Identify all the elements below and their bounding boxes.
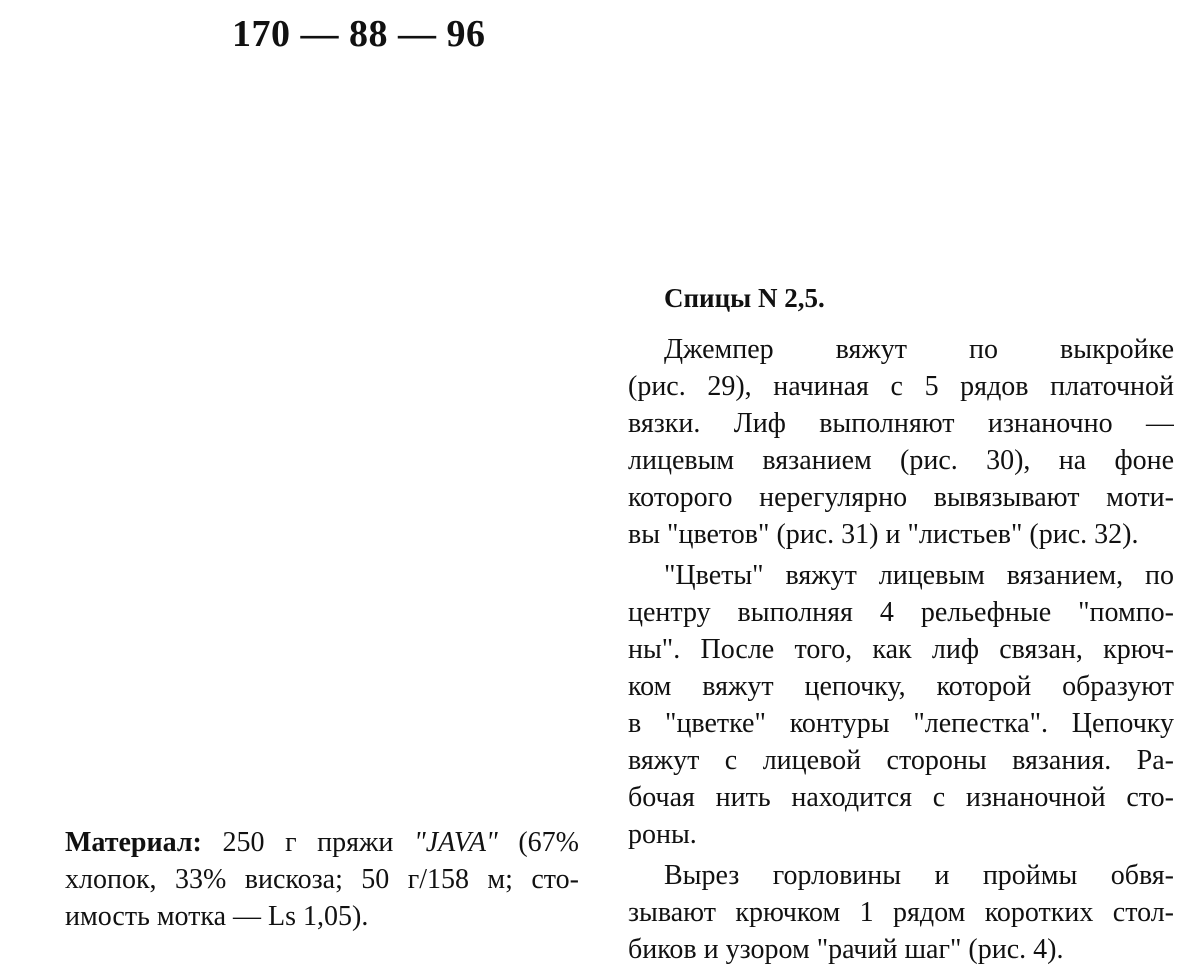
paragraph-flowers [628,557,1174,853]
text-line: которого нерегулярно вывязывают моти- [628,482,1174,513]
text-line: ны". После того, как лиф связан, крюч- [628,634,1174,665]
needles-size: Спицы N 2,5. [664,283,825,313]
text-line: бочая нить находится с изнаночной сто- [628,782,1174,813]
material-label: Материал: [65,827,202,858]
instructions-column [628,280,1174,972]
text-line: роны. [628,819,697,850]
text-line: центру выполняя 4 рельефные "помпо- [628,597,1174,628]
text-line: вы "цветов" (рис. 31) и "листьев" (рис. 32). [628,519,1139,550]
page-heading: 170 — 88 — 96 [232,13,486,55]
text-line: зывают крючком 1 рядом коротких стол- [628,897,1174,928]
material-amount: 250 г пряжи [201,827,414,858]
material-line: хлопок, 33% вискоза; 50 г/158 м; сто- [65,864,579,895]
text-line: в "цветке" контуры "лепестка". Цепочку [628,708,1174,739]
paragraph-neckline [628,857,1174,968]
yarn-name: "JAVA" [413,827,498,858]
text-line: Вырез горловины и проймы обвя- [664,860,1174,891]
text-line: Джемпер вяжут по выкройке [664,334,1174,365]
text-line: вяжут с лицевой стороны вязания. Ра- [628,745,1174,776]
material-block [65,824,579,935]
text-line: биков и узором "рачий шаг" (рис. 4). [628,934,1064,965]
text-line: лицевым вязанием (рис. 30), на фоне [628,445,1174,476]
text-line: вязки. Лиф выполняют изнаночно — [628,408,1174,439]
text-line: "Цветы" вяжут лицевым вязанием, по [664,560,1174,591]
paragraph-pattern [628,331,1174,553]
material-line: имость мотка — Ls 1,05). [65,901,369,932]
material-line [65,824,579,861]
text-line: (рис. 29), начиная с 5 рядов платочной [628,371,1174,402]
text-line: ком вяжут цепочку, которой образуют [628,671,1174,702]
material-composition-start: (67% [497,827,579,858]
